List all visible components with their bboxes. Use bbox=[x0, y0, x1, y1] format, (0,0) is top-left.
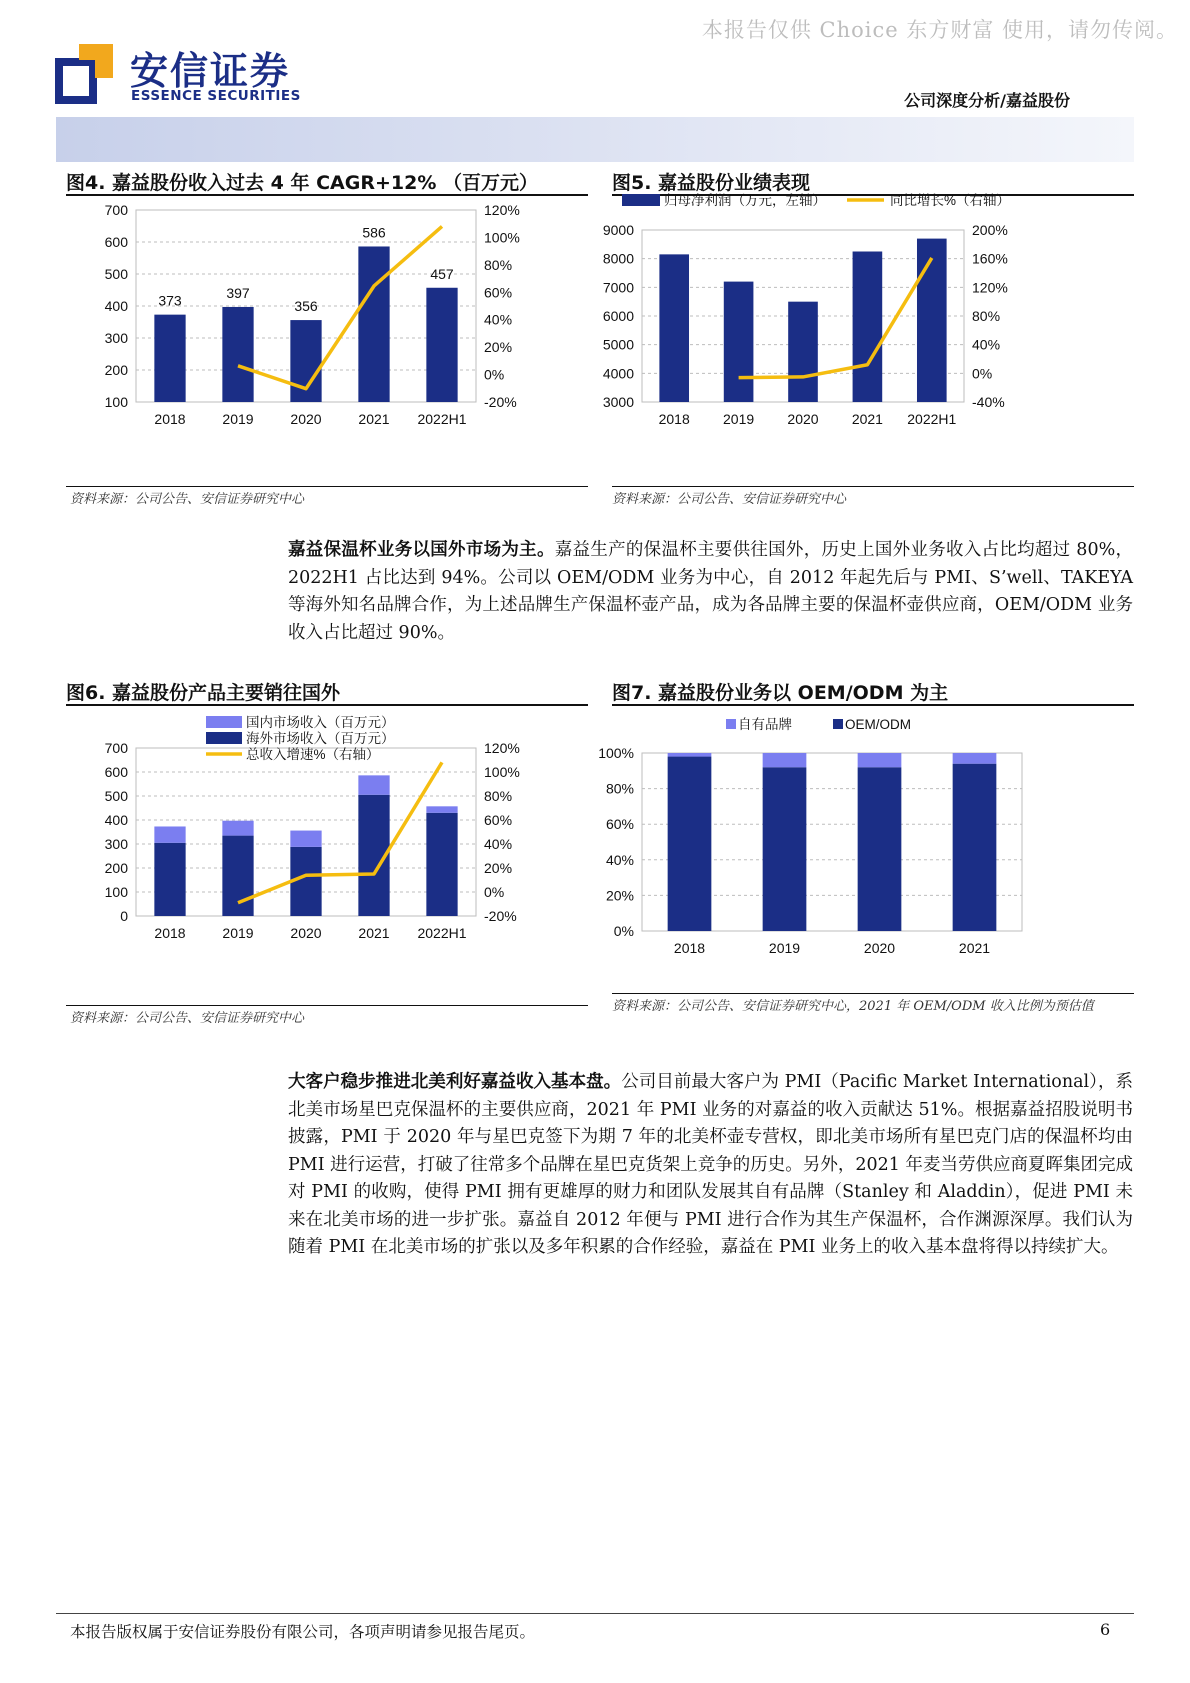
bar bbox=[858, 753, 902, 767]
bar bbox=[724, 282, 754, 402]
logo-english-name: ESSENCE SECURITIES bbox=[131, 88, 301, 104]
y-right-tick-label: 60% bbox=[484, 284, 513, 301]
y-left-tick-label: 100 bbox=[104, 394, 128, 410]
x-tick-label: 2020 bbox=[863, 940, 896, 956]
page-number: 6 bbox=[1100, 1620, 1111, 1639]
y-right-tick-label: 80% bbox=[972, 308, 1001, 324]
y-left-tick-label: 4000 bbox=[602, 365, 634, 382]
bar-data-label: 373 bbox=[158, 292, 182, 309]
legend-label-growth: 同比增长%（右轴） bbox=[890, 193, 1011, 208]
y-left-tick-label: 500 bbox=[104, 788, 128, 804]
y-left-tick-label: 700 bbox=[104, 740, 128, 756]
figure-7-source: 资料来源：公司公告、安信证券研究中心，2021 年 OEM/ODM 收入比例为预估值 bbox=[612, 999, 1094, 1014]
figure-7-chart bbox=[598, 708, 1134, 998]
y-right-tick-label: 40% bbox=[972, 336, 1001, 353]
x-tick-label: 2018 bbox=[154, 925, 186, 941]
figure-4-title: 图4. 嘉益股份收入过去 4 年 CAGR+12% （百万元） bbox=[66, 172, 539, 194]
footer-rule bbox=[56, 1613, 1134, 1614]
figure-6-chart bbox=[66, 708, 588, 1008]
bar-data-label: 356 bbox=[294, 298, 318, 315]
figure-7-title: 图7. 嘉益股份业务以 OEM/ODM 为主 bbox=[612, 682, 949, 704]
y-right-tick-label: 80% bbox=[484, 256, 513, 273]
legend-label: 海外市场收入（百万元） bbox=[246, 731, 395, 746]
y-left-tick-label: 300 bbox=[104, 836, 128, 852]
x-tick-label: 2018 bbox=[658, 411, 690, 427]
bar bbox=[668, 753, 712, 757]
x-tick-label: 2021 bbox=[358, 925, 390, 941]
y-right-tick-label: -20% bbox=[484, 394, 517, 410]
figure-6-title: 图6. 嘉益股份产品主要销往国外 bbox=[66, 682, 341, 704]
bar bbox=[358, 775, 389, 794]
y-left-tick-label: 5000 bbox=[602, 336, 634, 353]
figure-5-bottom-rule bbox=[612, 486, 1134, 487]
paragraph-2-lead: 大客户稳步推进北美利好嘉益收入基本盘。 bbox=[288, 1072, 622, 1092]
y-left-tick-label: 0% bbox=[613, 923, 634, 939]
y-right-tick-label: -20% bbox=[484, 908, 517, 924]
y-left-tick-label: 6000 bbox=[602, 308, 634, 324]
bar bbox=[659, 254, 689, 402]
y-right-tick-label: 120% bbox=[484, 202, 520, 218]
growth-line bbox=[238, 762, 442, 902]
y-right-tick-label: 20% bbox=[484, 339, 513, 356]
y-left-tick-label: 20% bbox=[605, 887, 634, 904]
figure-6-source: 资料来源：公司公告、安信证券研究中心 bbox=[70, 1011, 305, 1026]
y-left-tick-label: 600 bbox=[104, 764, 128, 780]
paragraph-2-body: 公司目前最大客户为 PMI（Pacific Market International），系北美市场星巴克保温杯的主要供应商，2021 年 PMI 业务的对嘉益的收入贡献达 51%。根据嘉益招股说明书披露，PMI 于 2020 年与星巴克签下为期 7 年的北美杯壶专营权，即北美市场所有星巴克门店的保温杯均由 PMI 进行运营，打破了往常多个品牌在星巴克货架上竞争的历史。另外，2021 年麦当劳供应商夏晖集团完成对 PMI 的收购，使得 PMI 拥有更雄厚的财力和团队发展其自有品牌（Stanley 和 Aladdin），促进 PMI 未来在北美市场的进一步扩张。嘉益自 2012 年便与 PMI 进行合作为其生产保温杯，合作渊源深厚。我们认为随着 PMI 在北美市场的扩张以及多年积累的合作经验，嘉益在 PMI 业务上的收入基本盘将得以持续扩大。 bbox=[288, 1072, 1134, 1257]
essence-logo-icon bbox=[55, 44, 113, 106]
figure-7-bottom-rule bbox=[612, 993, 1134, 994]
legend-swatch-oem bbox=[833, 719, 843, 729]
y-left-tick-label: 400 bbox=[104, 812, 128, 828]
x-tick-label: 2018 bbox=[673, 940, 706, 956]
bar bbox=[426, 806, 457, 812]
x-tick-label: 2020 bbox=[787, 411, 819, 427]
y-right-tick-label: 120% bbox=[484, 740, 520, 756]
bar bbox=[763, 767, 807, 931]
legend-swatch bbox=[206, 716, 242, 728]
y-right-tick-label: -40% bbox=[972, 394, 1005, 410]
legend-label-oem: OEM/ODM bbox=[845, 717, 911, 732]
y-left-tick-label: 500 bbox=[104, 266, 128, 282]
x-tick-label: 2022H1 bbox=[907, 411, 957, 427]
y-right-tick-label: 0% bbox=[972, 365, 993, 382]
bar bbox=[668, 757, 712, 931]
figure-5-source: 资料来源：公司公告、安信证券研究中心 bbox=[612, 492, 847, 507]
x-tick-label: 2020 bbox=[290, 925, 322, 941]
y-left-tick-label: 7000 bbox=[602, 279, 634, 296]
figure-6-bottom-rule bbox=[66, 1005, 588, 1006]
legend-swatch bbox=[206, 732, 242, 744]
x-tick-label: 2021 bbox=[358, 411, 390, 427]
y-left-tick-label: 100 bbox=[104, 884, 128, 900]
x-tick-label: 2022H1 bbox=[417, 411, 467, 427]
y-left-tick-label: 100% bbox=[598, 745, 634, 761]
y-right-tick-label: 100% bbox=[484, 764, 520, 780]
x-tick-label: 2021 bbox=[958, 940, 991, 956]
y-left-tick-label: 9000 bbox=[602, 222, 634, 238]
y-left-tick-label: 200 bbox=[104, 860, 128, 876]
bar bbox=[426, 288, 457, 402]
bar bbox=[788, 302, 818, 402]
bar bbox=[154, 826, 185, 842]
y-right-tick-label: 120% bbox=[972, 279, 1008, 296]
figure-5-chart bbox=[602, 193, 1134, 490]
y-right-tick-label: 100% bbox=[484, 229, 520, 246]
paragraph-overseas-market bbox=[288, 537, 1133, 647]
figure-7-top-rule bbox=[612, 704, 1134, 706]
legend-label: 国内市场收入（百万元） bbox=[246, 715, 395, 730]
bar bbox=[953, 753, 997, 764]
bar bbox=[763, 753, 807, 767]
bar-data-label: 586 bbox=[362, 224, 386, 241]
x-tick-label: 2021 bbox=[851, 411, 883, 427]
bar bbox=[222, 307, 253, 402]
bar bbox=[154, 315, 185, 402]
y-left-tick-label: 60% bbox=[605, 816, 634, 833]
bar bbox=[858, 767, 902, 931]
bar bbox=[358, 246, 389, 402]
bar bbox=[917, 239, 947, 402]
figure-4-bottom-rule bbox=[66, 486, 588, 487]
y-left-tick-label: 600 bbox=[104, 234, 128, 250]
legend-label-own-brand: 自有品牌 bbox=[738, 717, 792, 732]
x-tick-label: 2018 bbox=[154, 411, 186, 427]
paragraph-pmi-customer bbox=[288, 1069, 1133, 1262]
y-left-tick-label: 40% bbox=[605, 851, 634, 868]
bar bbox=[426, 813, 457, 916]
x-tick-label: 2019 bbox=[222, 925, 254, 941]
x-tick-label: 2020 bbox=[290, 411, 322, 427]
y-right-tick-label: 60% bbox=[484, 812, 513, 828]
growth-line bbox=[739, 258, 932, 378]
bar bbox=[154, 843, 185, 916]
y-left-tick-label: 400 bbox=[104, 298, 128, 314]
y-right-tick-label: 20% bbox=[484, 860, 513, 876]
y-right-tick-label: 40% bbox=[484, 311, 513, 328]
y-left-tick-label: 0 bbox=[120, 908, 128, 924]
y-right-tick-label: 80% bbox=[484, 788, 513, 804]
figure-6-top-rule bbox=[66, 704, 588, 706]
header-band bbox=[56, 117, 1134, 162]
x-tick-label: 2022H1 bbox=[417, 925, 467, 941]
y-left-tick-label: 700 bbox=[104, 202, 128, 218]
growth-line bbox=[238, 226, 442, 388]
y-left-tick-label: 80% bbox=[605, 780, 634, 797]
x-tick-label: 2019 bbox=[723, 411, 755, 427]
figure-5-title: 图5. 嘉益股份业绩表现 bbox=[612, 172, 811, 194]
paragraph-1-lead: 嘉益保温杯业务以国外市场为主。 bbox=[288, 540, 555, 560]
y-left-tick-label: 8000 bbox=[602, 250, 634, 267]
legend-label-net-profit: 归母净利润（万元，左轴） bbox=[664, 193, 826, 208]
y-right-tick-label: 200% bbox=[972, 222, 1008, 238]
y-right-tick-label: 0% bbox=[484, 366, 505, 383]
figure-4-top-rule bbox=[66, 194, 588, 196]
figure-4-chart bbox=[66, 200, 588, 490]
report-type-label: 公司深度分析/嘉益股份 bbox=[904, 91, 1070, 110]
watermark-text: 本报告仅供 Choice 东方财富 使用，请勿传阅。 bbox=[701, 18, 1178, 42]
legend-swatch-net-profit bbox=[622, 194, 660, 206]
y-left-tick-label: 300 bbox=[104, 330, 128, 346]
figure-4-source: 资料来源：公司公告、安信证券研究中心 bbox=[70, 492, 305, 507]
bar-data-label: 457 bbox=[430, 265, 454, 282]
paragraph-1-body: 嘉益生产的保温杯主要供往国外，历史上国外业务收入占比均超过 80%，2022H1 占比达到 94%。公司以 OEM/ODM 业务为中心，自 2012 年起先后与 PMI、S’well、TAKEYA 等海外知名品牌合作，为上述品牌生产保温杯壶产品，成为各品牌主要的保温杯壶供应商，OEM/ODM 业务收入占比超过 90%。 bbox=[288, 540, 1133, 643]
y-right-tick-label: 40% bbox=[484, 836, 513, 852]
bar bbox=[853, 252, 883, 403]
footer-copyright: 本报告版权属于安信证券股份有限公司，各项声明请参见报告尾页。 bbox=[70, 1623, 536, 1641]
y-right-tick-label: 0% bbox=[484, 884, 505, 900]
y-left-tick-label: 3000 bbox=[602, 394, 634, 410]
legend-swatch-own-brand bbox=[726, 719, 736, 729]
bar bbox=[222, 836, 253, 916]
bar-data-label: 397 bbox=[226, 284, 250, 301]
y-left-tick-label: 200 bbox=[104, 362, 128, 378]
bar bbox=[953, 764, 997, 931]
bar bbox=[222, 821, 253, 836]
logo-chinese-name: 安信证券 bbox=[130, 49, 291, 93]
bar bbox=[290, 831, 321, 847]
x-tick-label: 2019 bbox=[768, 940, 801, 956]
y-right-tick-label: 160% bbox=[972, 250, 1008, 267]
x-tick-label: 2019 bbox=[222, 411, 254, 427]
legend-label: 总收入增速%（右轴） bbox=[246, 747, 380, 762]
